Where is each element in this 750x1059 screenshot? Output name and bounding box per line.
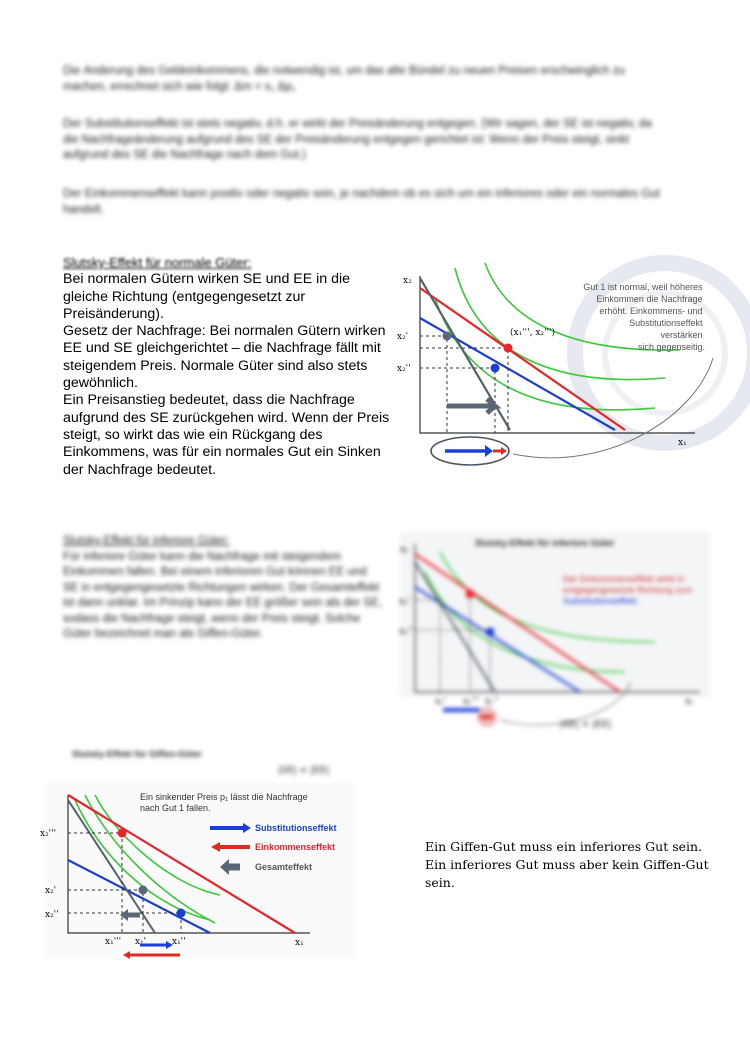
x-axis-label: x₁ xyxy=(295,938,304,948)
inferior-goods-chart xyxy=(395,532,715,747)
point-blue xyxy=(491,364,500,373)
note-line-5: verstärken xyxy=(660,330,703,340)
x-tick-1: x₁''' xyxy=(105,937,122,947)
legend-total: Gesamteffekt xyxy=(255,862,313,872)
inferior-goods-text: Für inferiore Güter kann die Nachfrage mit steigendem Einkommen fallen. Bei einem inferioren Gut können EE und SE in entgegengesetzte Richtungen wirken. Der Gesamteffekt ist dann unklar. Im Prinzip kann der EE größer sein als der SE, sodass die Nachfrage steigt, wenn der Preis steigt. Solche Güter bezeichnet man als Giffen-Güter. xyxy=(63,550,382,640)
chart-title: Slutsky-Effekt für Giffen-Güter xyxy=(72,749,203,759)
x-tick-3: x₁'' xyxy=(172,937,186,947)
substitution-arrow-head xyxy=(485,445,493,457)
note-line-4: Substitutionseffekt xyxy=(629,318,703,328)
giffen-note: Ein Giffen-Gut muss ein inferiores Gut sein. Ein inferiores Gut muss aber kein Giffen-Gut sein. xyxy=(425,839,709,890)
point-red xyxy=(118,829,127,838)
income-arrow-head xyxy=(501,447,507,455)
inferior-goods-title: Slutsky-Effekt für inferiore Güter: xyxy=(63,535,230,547)
normal-goods-line-2: Gesetz der Nachfrage: Bei normalen Gütern wirken EE und SE gleichgerichtet – die Nachfrage fällt mit steigendem Preis. Normale Güter sind also stets gewöhnlich. xyxy=(63,323,386,392)
point-label: (x₁''', x₂''') xyxy=(510,328,555,338)
note-line-1: Ein sinkender Preis p₁ lässt die Nachfrage xyxy=(140,792,308,802)
note-line-1: Gut 1 ist normal, weil höheres xyxy=(583,282,703,292)
x-tick-2: x₁''' xyxy=(463,697,480,707)
total-effect-arrow xyxy=(447,399,495,413)
intro-paragraph-3: Der Einkommenseffekt kann positiv oder negativ sein, je nachdem ob es sich um ein inferiores oder ein normales Gut handelt. xyxy=(63,188,660,216)
giffen-goods-chart xyxy=(40,745,360,965)
chart-title: Slutsky-Effekt für inferiore Güter xyxy=(475,538,615,548)
intro-paragraph-2: Der Substitutionseffekt ist stets negativ, d.h. er wirkt der Preisänderung entgegen. (Wir sagen, der SE ist negativ, da die Nachfrageänderung aufgrund des SE der Preisänderung entgegen gerichtet ist: Wenn der Preis steigt, sinkt aufgrund des SE die Nachfrage nach dem Gut.) xyxy=(63,118,652,161)
formula: |SE| > |EE| xyxy=(560,720,612,730)
y-tick-1: x₂' xyxy=(399,597,411,607)
normal-goods-title: Slutsky-Effekt für normale Güter: xyxy=(63,255,252,270)
point-red xyxy=(466,590,475,599)
point-blue xyxy=(486,628,495,637)
formula: |SE| < |EE| xyxy=(278,766,330,776)
note-line-1: Der Einkommenseffekt wirkt in xyxy=(563,574,685,584)
guide-point-1 xyxy=(420,336,447,433)
normal-goods-line-1: Bei normalen Gütern wirken SE und EE in die gleiche Richtung (entgegengesetzt zur Preisänderung). xyxy=(63,271,351,322)
x-axis-label: x₁ xyxy=(678,438,687,448)
normal-goods-section xyxy=(63,254,393,479)
x-tick-1: x₁' xyxy=(435,697,447,707)
y-tick-2: x₂'' xyxy=(399,627,413,637)
intro-paragraph-1: Die Änderung des Geldeinkommens, die notwendig ist, um das alte Bündel zu neuen Preisen erschwinglich zu machen, errechnet sich wie folgt: Δm = x₁ Δp₁ xyxy=(63,65,625,93)
note-line-6: sich gegenseitig. xyxy=(637,342,705,352)
note-line-3: erhöht. Einkommens- und xyxy=(599,306,703,316)
y-tick-3: x₂'' xyxy=(45,910,59,920)
x-tick-3: x₁'' xyxy=(485,697,499,707)
note-line-2: nach Gut 1 fallen. xyxy=(140,803,211,813)
note-line-2: Einkommen die Nachfrage xyxy=(596,294,703,304)
x-axis-label: x₁ xyxy=(685,697,694,707)
legend-substitution: Substitutionseffekt xyxy=(255,823,337,833)
y-tick-1: x₂' xyxy=(397,332,409,342)
point-red xyxy=(504,344,513,353)
y-tick-2: x₂'' xyxy=(397,364,411,374)
guide-point-3 xyxy=(420,368,495,433)
y-axis-label: x₂ xyxy=(400,545,409,555)
y-axis-label: x₂ xyxy=(403,276,412,286)
note-line-2: entgegengesetzte Richtung zum xyxy=(563,585,693,595)
point-gray xyxy=(139,886,148,895)
point-blue xyxy=(177,909,186,918)
y-tick-1: x₂''' xyxy=(40,829,57,839)
point-gray xyxy=(443,332,452,341)
normal-goods-chart xyxy=(395,258,720,488)
note-line-3: Substitutionseffekt. xyxy=(563,596,639,606)
normal-goods-line-3: Ein Preisanstieg bedeutet, dass die Nachfrage aufgrund des SE zurückgehen wird. Wenn der Preis steigt, so wirkt das wie ein Rückgang des Einkommens, was für ein normales Gut ein Sinken der Nachfrage bedeutet. xyxy=(63,392,390,478)
y-tick-2: x₂' xyxy=(45,886,57,896)
legend-income: Einkommenseffekt xyxy=(255,842,336,852)
x-tick-2: x₁' xyxy=(135,937,147,947)
inferior-goods-section xyxy=(63,534,383,643)
